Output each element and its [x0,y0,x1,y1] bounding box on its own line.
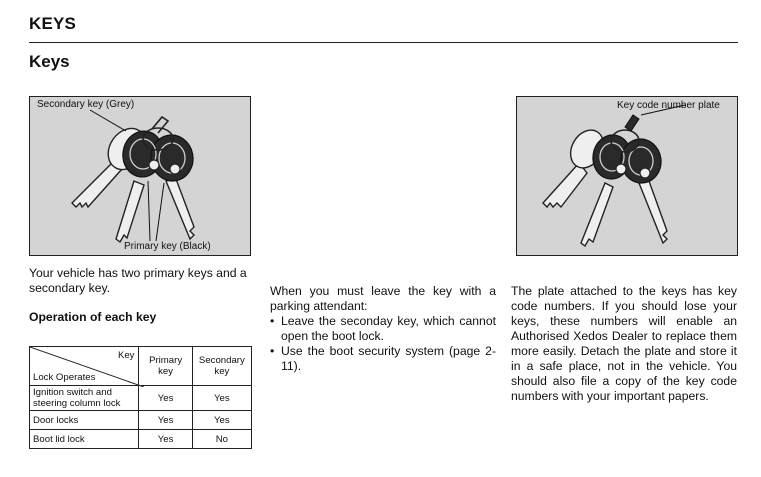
table-row [30,430,252,449]
table-row [30,411,252,430]
table-row [30,386,252,411]
parking-intro: When you must leave the key with a parking attendant: [270,284,496,313]
keys-drawing [30,97,250,255]
header-title: KEYS [29,14,77,33]
bullet-icon: • [270,344,275,358]
header-lock-label: Lock Operates [33,372,96,383]
list-item [270,314,496,344]
header-primary-key: Primary key [139,347,192,386]
bullet-text: Leave the seconday key, which cannot open the boot lock. [281,314,496,343]
table-header-row [30,347,252,386]
bullet-text: Use the boot security system (page 2-11). [281,344,496,373]
key-plate-paragraph: The plate attached to the keys has key code numbers. If you should lose your keys, these numbers will enable an Authorised Xedos Dealer to replace them more easily. Detach the plate and store it in a safe place, not in the vehicle. You should also file a copy of the key code numbers with your important papers. [511,284,737,403]
row-secondary: No [192,430,251,449]
diagonal-header-cell [30,347,139,386]
list-item [270,344,496,374]
intro-paragraph: Your vehicle has two primary keys and a secondary key. [29,266,247,295]
parking-bullet-list [270,314,496,374]
header-rule [29,42,738,43]
row-lock: Door locks [30,411,139,430]
row-secondary: Yes [192,411,251,430]
row-lock: Ignition switch and steering column lock [30,386,139,411]
keys-illustration [29,96,251,256]
key-code-plate-label: Key code number plate [617,100,720,111]
section-title: Keys [29,52,70,71]
operation-heading: Operation of each key [29,310,157,324]
row-secondary: Yes [192,386,251,411]
primary-key-label: Primary key (Black) [124,241,211,252]
header-secondary-key: Secondary key [192,347,251,386]
row-primary: Yes [139,386,192,411]
parking-attendant-section [270,284,496,374]
key-plate-drawing [517,97,737,255]
row-primary: Yes [139,411,192,430]
key-plate-illustration [516,96,738,256]
row-primary: Yes [139,430,192,449]
row-lock: Boot lid lock [30,430,139,449]
header-key-label: Key [117,350,135,361]
bullet-icon: • [270,314,275,328]
key-operation-table [29,346,252,449]
secondary-key-label: Secondary key (Grey) [37,99,135,110]
